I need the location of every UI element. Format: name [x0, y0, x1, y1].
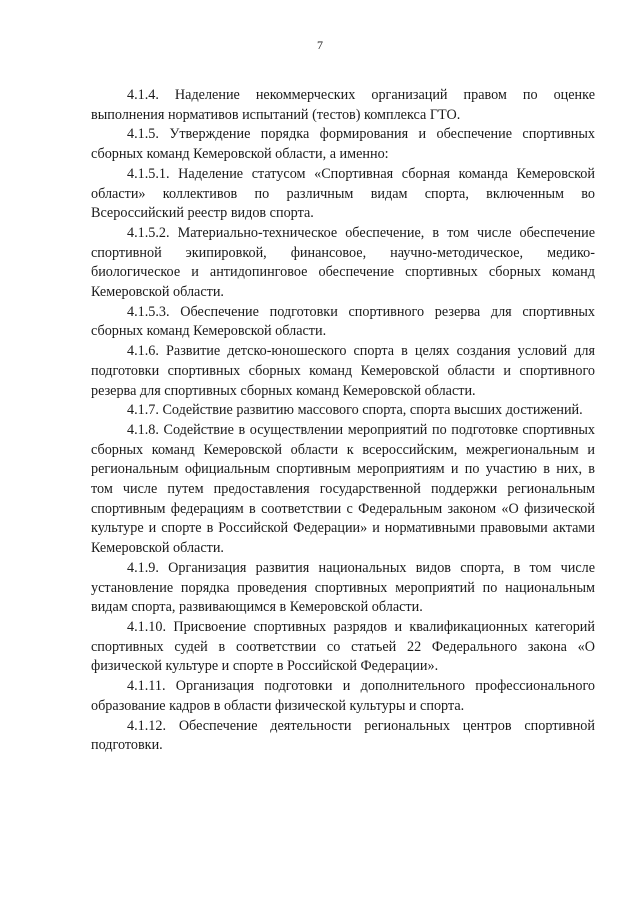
paragraph-4-1-8: 4.1.8. Содействие в осуществлении мероприятий по подготовке спортивных сборных команд Кемеровской области к всероссийским, межрегиональным и региональным официальным спортивным мероприятиям и по участию в них, в том числе путем предоставления государственной поддержки региональным спортивным федерациям в соответствии с Федеральным законом «О физической культуре и спорте в Российской Федерации» и нормативными правовыми актами Кемеровской области.	[91, 421, 595, 557]
paragraph-4-1-9: 4.1.9. Организация развития национальных видов спорта, в том числе установление порядка проведения спортивных мероприятий по национальным видам спорта, развивающимся в Кемеровской области.	[91, 559, 595, 616]
paragraph-4-1-5-3: 4.1.5.3. Обеспечение подготовки спортивного резерва для спортивных сборных команд Кемеровской области.	[91, 303, 595, 340]
paragraph-4-1-5-1: 4.1.5.1. Наделение статусом «Спортивная сборная команда Кемеровской области» коллективов по различным видам спорта, включенным во Всероссийский реестр видов спорта.	[91, 165, 595, 222]
paragraph-4-1-5: 4.1.5. Утверждение порядка формирования и обеспечение спортивных сборных команд Кемеровской области, а именно:	[91, 126, 595, 163]
paragraph-4-1-5-2: 4.1.5.2. Материально-техническое обеспечение, в том числе обеспечение спортивной экипировкой, финансовое, научно-методическое, медико-биологическое и антидопинговое обеспечение спортивных сборных команд Кемеровской области.	[91, 224, 595, 301]
paragraph-4-1-11: 4.1.11. Организация подготовки и дополнительного профессионального образование кадров в области физической культуры и спорта.	[91, 678, 595, 714]
page-number: 7	[317, 38, 323, 52]
paragraph-4-1-12: 4.1.12. Обеспечение деятельности региональных центров спортивной подготовки.	[91, 717, 595, 754]
paragraph-4-1-4: 4.1.4. Наделение некоммерческих организаций правом по оценке выполнения нормативов испытаний (тестов) комплекса ГТО.	[91, 87, 595, 123]
paragraph-4-1-6: 4.1.6. Развитие детско-юношеского спорта в целях создания условий для подготовки спортивных сборных команд Кемеровской области и спортивного резерва для спортивных сборных команд Кемеровской области.	[91, 343, 595, 399]
document-body	[91, 86, 595, 756]
paragraph-4-1-7: 4.1.7. Содействие развитию массового спорта, спорта высших достижений.	[127, 402, 583, 419]
paragraph-4-1-10: 4.1.10. Присвоение спортивных разрядов и квалификационных категорий спортивных судей в соответствии со статьей 22 Федерального закона «О физической культуре и спорте в Российской Федерации».	[91, 618, 595, 675]
